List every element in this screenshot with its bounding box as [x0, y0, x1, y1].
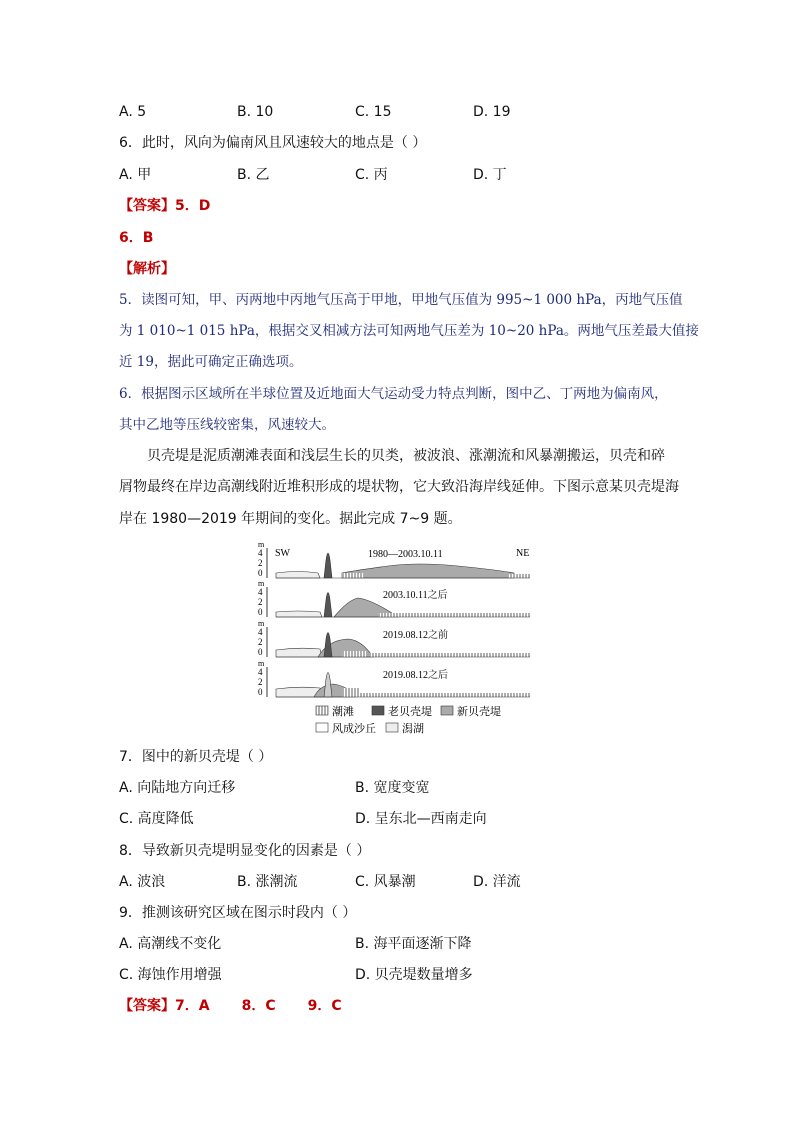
legend-swatch-lagoon [386, 723, 398, 732]
analysis-5-line-3: 近 19，据此可确定正确选项。 [119, 354, 303, 370]
legend-dune: 风成沙丘 [332, 722, 376, 735]
legend [316, 704, 501, 735]
answer-block-1 [119, 197, 210, 215]
answer-block-2 [119, 997, 342, 1015]
analysis-5-line-1: 5．读图可知，甲、丙两地中丙地气压高于甲地，甲地气压值为 995~1 000 hPa，丙地气压值 [119, 292, 683, 308]
tick-2: 2 [258, 558, 263, 568]
passage-line-3: 岸在 1980—2019 年期间的变化。据此完成 7~9 题。 [119, 511, 462, 527]
tick-2: 2 [258, 637, 263, 647]
panel-1-title: 1980—2003.10.11 [368, 549, 443, 560]
analysis-label: 【解析】 [119, 261, 175, 277]
answer-6: 6．B [119, 230, 154, 246]
analysis-5-line-2: 为 1 010~1 015 hPa，根据交叉相减方法可知两地气压差为 10~20 hPa。两地气压差最大值接 [119, 323, 699, 339]
panel-4-title: 2019.08.12之后 [383, 670, 448, 681]
answer-9: 9．C [307, 998, 342, 1014]
panel-2 [258, 579, 530, 617]
tick-0: 0 [258, 647, 263, 657]
analysis-6-line-2: 其中乙地等压线较密集，风速较大。 [119, 417, 335, 433]
legend-swatch-new-ridge [441, 706, 453, 715]
unit-label: m [258, 579, 265, 588]
tick-4: 4 [258, 627, 263, 637]
q7-stem: 7．图中的新贝壳堤（ ） [119, 749, 273, 765]
tick-4: 4 [258, 548, 263, 558]
unit-label: m [258, 619, 265, 628]
panel-3-title: 2019.08.12之前 [383, 630, 448, 641]
q8-option-d: D. 洋流 [473, 874, 521, 890]
panel-2-title: 2003.10.11之后 [383, 590, 448, 601]
q5-option-d: D. 19 [473, 104, 511, 120]
legend-swatch-old-ridge [372, 706, 384, 715]
analysis-6-line-1: 6．根据图示区域所在半球位置及近地面大气运动受力特点判断，图中乙、丁两地为偏南风， [119, 386, 668, 402]
answer-7: 7．A [175, 998, 210, 1014]
q5-option-a: A. 5 [119, 104, 147, 120]
q8-option-c: C. 风暴潮 [355, 874, 416, 890]
passage-line-2: 屑物最终在岸边高潮线附近堆积形成的堤状物，它大致沿海岸线延伸。下图示意某贝壳堤海 [119, 479, 679, 495]
q6-option-a: A. 甲 [119, 167, 152, 183]
tick-2: 2 [258, 597, 263, 607]
q5-option-b: B. 10 [237, 104, 274, 120]
legend-new-ridge: 新贝壳堤 [457, 705, 501, 718]
answer-8: 8．C [241, 998, 276, 1014]
q6-option-d: D. 丁 [473, 167, 507, 183]
unit-label: m [258, 540, 265, 549]
answer-label: 【答案】 [119, 198, 175, 214]
panel-3 [258, 619, 530, 657]
answer-5: 5．D [175, 198, 211, 214]
tick-2: 2 [258, 677, 263, 687]
passage-line-1: 贝壳堤是泥质潮滩表面和浅层生长的贝类，被波浪、涨潮流和风暴潮搬运，贝壳和碎 [147, 448, 665, 464]
ne-label: NE [516, 548, 530, 559]
legend-lagoon: 潟湖 [402, 722, 424, 735]
legend-swatch-tidal-flat [316, 706, 328, 715]
q9-option-a: A. 高潮线不变化 [119, 936, 222, 952]
q9-stem: 9．推测该研究区域在图示时段内（ ） [119, 905, 357, 921]
q9-option-b: B. 海平面逐渐下降 [355, 936, 472, 952]
q7-option-b: B. 宽度变宽 [355, 780, 430, 796]
tick-0: 0 [258, 687, 263, 697]
tick-0: 0 [258, 607, 263, 617]
tick-4: 4 [258, 587, 263, 597]
q8-option-a: A. 波浪 [119, 874, 166, 890]
q8-option-b: B. 涨潮流 [237, 874, 298, 890]
tick-4: 4 [258, 667, 263, 677]
q7-option-d: D. 呈东北—西南走向 [355, 811, 487, 827]
sw-label: SW [275, 548, 290, 559]
q6-stem: 6．此时，风向为偏南风且风速较大的地点是（ ） [119, 135, 427, 151]
q9-option-c: C. 海蚀作用增强 [119, 967, 222, 983]
legend-old-ridge: 老贝壳堤 [388, 705, 432, 718]
q8-stem: 8．导致新贝壳堤明显变化的因素是（ ） [119, 843, 371, 859]
q6-option-c: C. 丙 [355, 167, 388, 183]
q9-option-d: D. 贝壳堤数量增多 [355, 967, 473, 983]
tick-0: 0 [258, 568, 263, 578]
q5-option-c: C. 15 [355, 104, 392, 120]
panel-1 [258, 540, 530, 578]
panel-4 [258, 659, 530, 697]
shell-ridge-profile-figure [258, 540, 538, 740]
legend-tidal-flat: 潮滩 [332, 705, 354, 718]
q6-option-b: B. 乙 [237, 167, 270, 183]
q7-option-a: A. 向陆地方向迁移 [119, 780, 236, 796]
q7-option-c: C. 高度降低 [119, 811, 194, 827]
unit-label: m [258, 659, 265, 668]
legend-swatch-dune [316, 723, 328, 732]
answer-label: 【答案】 [119, 998, 175, 1014]
